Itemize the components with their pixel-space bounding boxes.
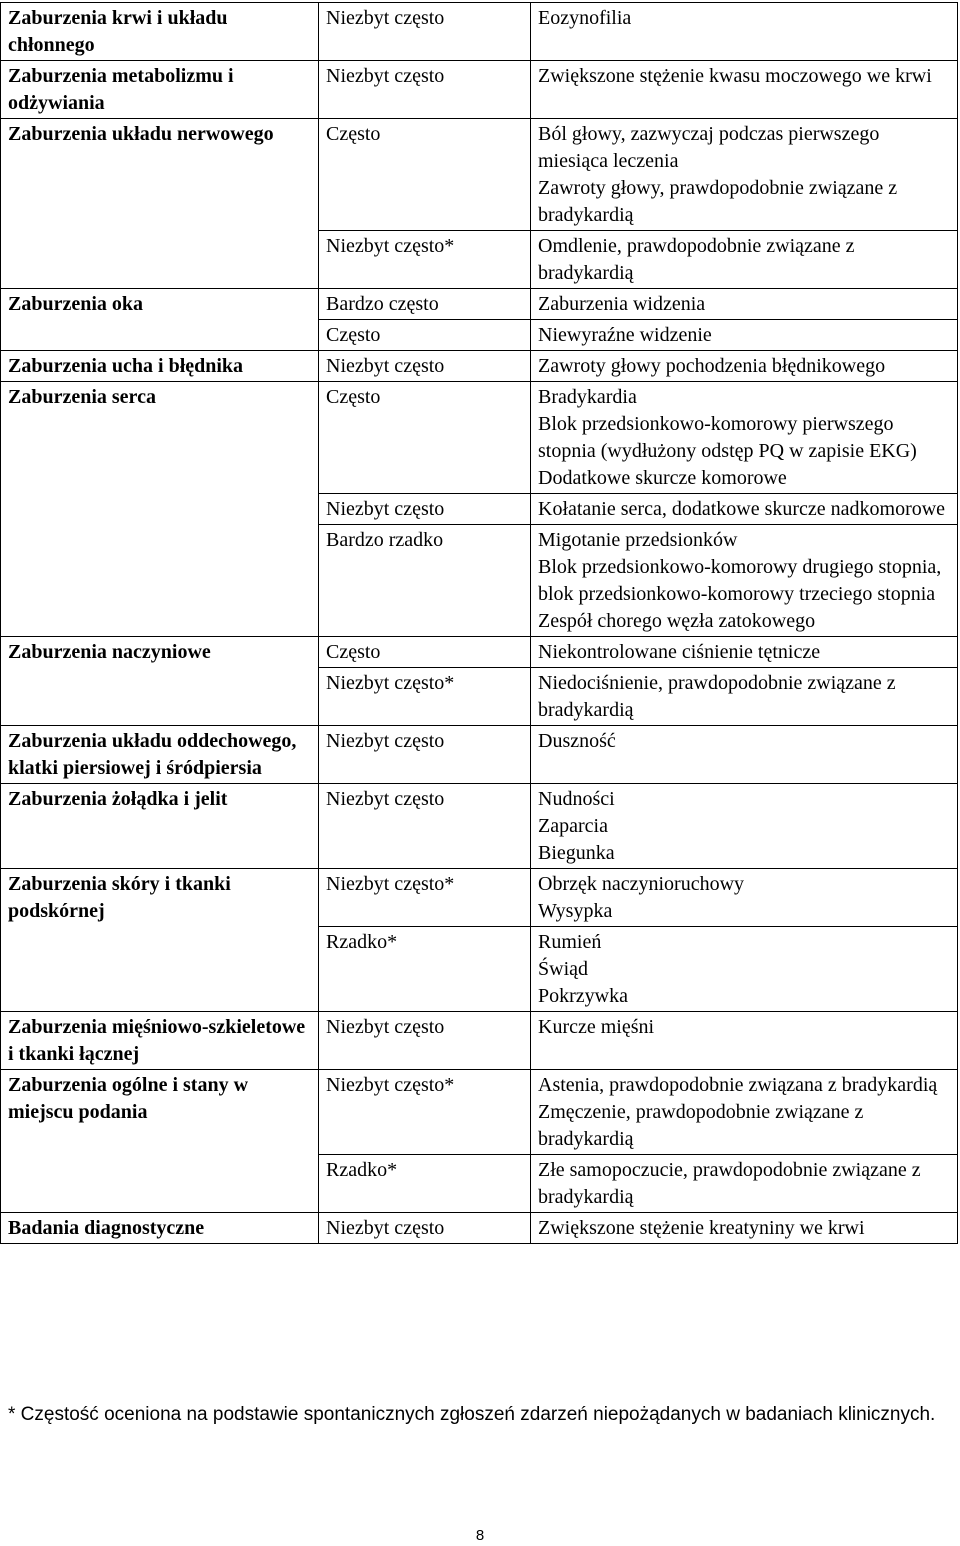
organ-class-cell: Zaburzenia oka (1, 289, 319, 351)
organ-class-cell: Zaburzenia żołądka i jelit (1, 784, 319, 869)
adverse-effect: Niekontrolowane ciśnienie tętnicze (538, 641, 821, 663)
adverse-effect: Migotanie przedsionków (538, 529, 738, 551)
frequency-cell: Niezbyt często* (319, 869, 531, 927)
table-row (1, 382, 958, 494)
adverse-effect: Zespół chorego węzła zatokowego (538, 610, 816, 632)
table-row (1, 1012, 958, 1070)
adverse-effect: Rumień (538, 931, 602, 953)
adverse-effects-table (0, 2, 958, 1244)
effects-cell (531, 61, 958, 119)
frequency-cell: Bardzo często (319, 289, 531, 320)
frequency-cell: Niezbyt często (319, 61, 531, 119)
adverse-effect: Niedociśnienie, prawdopodobnie związane z bradykardią (538, 672, 896, 721)
page-number: 8 (475, 1527, 485, 1544)
frequency-cell: Często (319, 119, 531, 231)
adverse-effect: Zwiększone stężenie kwasu moczowego we krwi (538, 65, 932, 87)
adverse-effect: Bradykardia (538, 386, 637, 408)
frequency-cell: Niezbyt często (319, 3, 531, 61)
frequency-cell: Niezbyt często (319, 784, 531, 869)
organ-class-cell: Zaburzenia skóry i tkanki podskórnej (1, 869, 319, 1012)
adverse-effect: Obrzęk naczynioruchowy (538, 873, 745, 895)
adverse-effect: Zaparcia (538, 815, 608, 837)
adverse-effects-table-body (1, 3, 958, 1244)
effects-cell (531, 637, 958, 668)
organ-class-cell: Zaburzenia układu nerwowego (1, 119, 319, 289)
adverse-effect: Nudności (538, 788, 615, 810)
adverse-effect: Biegunka (538, 842, 615, 864)
effects-cell (531, 726, 958, 784)
adverse-effect: Zwiększone stężenie kreatyniny we krwi (538, 1217, 865, 1239)
adverse-effect: Zmęczenie, prawdopodobnie związane z bradykardią (538, 1101, 864, 1150)
organ-class-cell: Zaburzenia ogólne i stany w miejscu podania (1, 1070, 319, 1213)
effects-cell (531, 668, 958, 726)
table-row (1, 1213, 958, 1244)
effects-cell (531, 869, 958, 927)
organ-class-cell: Zaburzenia ucha i błędnika (1, 351, 319, 382)
effects-cell (531, 927, 958, 1012)
table-row (1, 119, 958, 231)
adverse-effect: Eozynofilia (538, 7, 632, 29)
organ-class-cell: Zaburzenia krwi i układu chłonnego (1, 3, 319, 61)
adverse-effect: Kołatanie serca, dodatkowe skurcze nadkomorowe (538, 498, 946, 520)
adverse-effect: Wysypka (538, 900, 613, 922)
organ-class-cell: Zaburzenia naczyniowe (1, 637, 319, 726)
frequency-cell: Rzadko* (319, 927, 531, 1012)
table-row (1, 726, 958, 784)
frequency-cell: Niezbyt często (319, 494, 531, 525)
adverse-effect: Astenia, prawdopodobnie związana z bradykardią (538, 1074, 938, 1096)
table-row (1, 1070, 958, 1155)
adverse-effect: Kurcze mięśni (538, 1016, 655, 1038)
table-row (1, 61, 958, 119)
effects-cell (531, 3, 958, 61)
adverse-effect: Zaburzenia widzenia (538, 293, 706, 315)
effects-cell (531, 1070, 958, 1155)
organ-class-cell: Zaburzenia układu oddechowego, klatki piersiowej i śródpiersia (1, 726, 319, 784)
adverse-effect: Zawroty głowy, prawdopodobnie związane z bradykardią (538, 177, 898, 226)
effects-cell (531, 525, 958, 637)
organ-class-cell: Badania diagnostyczne (1, 1213, 319, 1244)
organ-class-cell: Zaburzenia mięśniowo-szkieletowe i tkanki łącznej (1, 1012, 319, 1070)
frequency-cell: Bardzo rzadko (319, 525, 531, 637)
effects-cell (531, 1012, 958, 1070)
adverse-effect: Duszność (538, 730, 616, 752)
frequency-cell: Często (319, 637, 531, 668)
footnote: * Częstość oceniona na podstawie spontanicznych zgłoszeń zdarzeń niepożądanych w badaniach klinicznych. (8, 1404, 936, 1425)
frequency-cell: Niezbyt często* (319, 1070, 531, 1155)
adverse-effect: Blok przedsionkowo-komorowy drugiego stopnia, blok przedsionkowo-komorowy trzeciego stopnia (538, 556, 942, 605)
adverse-effect: Świąd (538, 958, 588, 980)
frequency-cell: Często (319, 382, 531, 494)
adverse-effect: Zawroty głowy pochodzenia błędnikowego (538, 355, 886, 377)
adverse-effect: Omdlenie, prawdopodobnie związane z bradykardią (538, 235, 855, 284)
effects-cell (531, 119, 958, 231)
adverse-effect: Niewyraźne widzenie (538, 324, 712, 346)
adverse-effect: Dodatkowe skurcze komorowe (538, 467, 787, 489)
adverse-effect: Blok przedsionkowo-komorowy pierwszego stopnia (wydłużony odstęp PQ w zapisie EKG) (538, 413, 917, 462)
adverse-effect: Złe samopoczucie, prawdopodobnie związane z bradykardią (538, 1159, 921, 1208)
effects-cell (531, 351, 958, 382)
effects-cell (531, 231, 958, 289)
organ-class-cell: Zaburzenia serca (1, 382, 319, 637)
frequency-cell: Niezbyt często (319, 351, 531, 382)
effects-cell (531, 289, 958, 320)
effects-cell (531, 382, 958, 494)
frequency-cell: Często (319, 320, 531, 351)
frequency-cell: Niezbyt często* (319, 668, 531, 726)
effects-cell (531, 320, 958, 351)
table-row (1, 784, 958, 869)
frequency-cell: Niezbyt często (319, 1213, 531, 1244)
effects-cell (531, 1155, 958, 1213)
adverse-effect: Pokrzywka (538, 985, 628, 1007)
effects-cell (531, 1213, 958, 1244)
effects-cell (531, 494, 958, 525)
frequency-cell: Niezbyt często* (319, 231, 531, 289)
frequency-cell: Niezbyt często (319, 1012, 531, 1070)
table-row (1, 351, 958, 382)
frequency-cell: Rzadko* (319, 1155, 531, 1213)
table-row (1, 289, 958, 320)
table-row (1, 869, 958, 927)
effects-cell (531, 784, 958, 869)
frequency-cell: Niezbyt często (319, 726, 531, 784)
table-row (1, 637, 958, 668)
adverse-effect: Ból głowy, zazwyczaj podczas pierwszego miesiąca leczenia (538, 123, 880, 172)
organ-class-cell: Zaburzenia metabolizmu i odżywiania (1, 61, 319, 119)
table-row (1, 3, 958, 61)
